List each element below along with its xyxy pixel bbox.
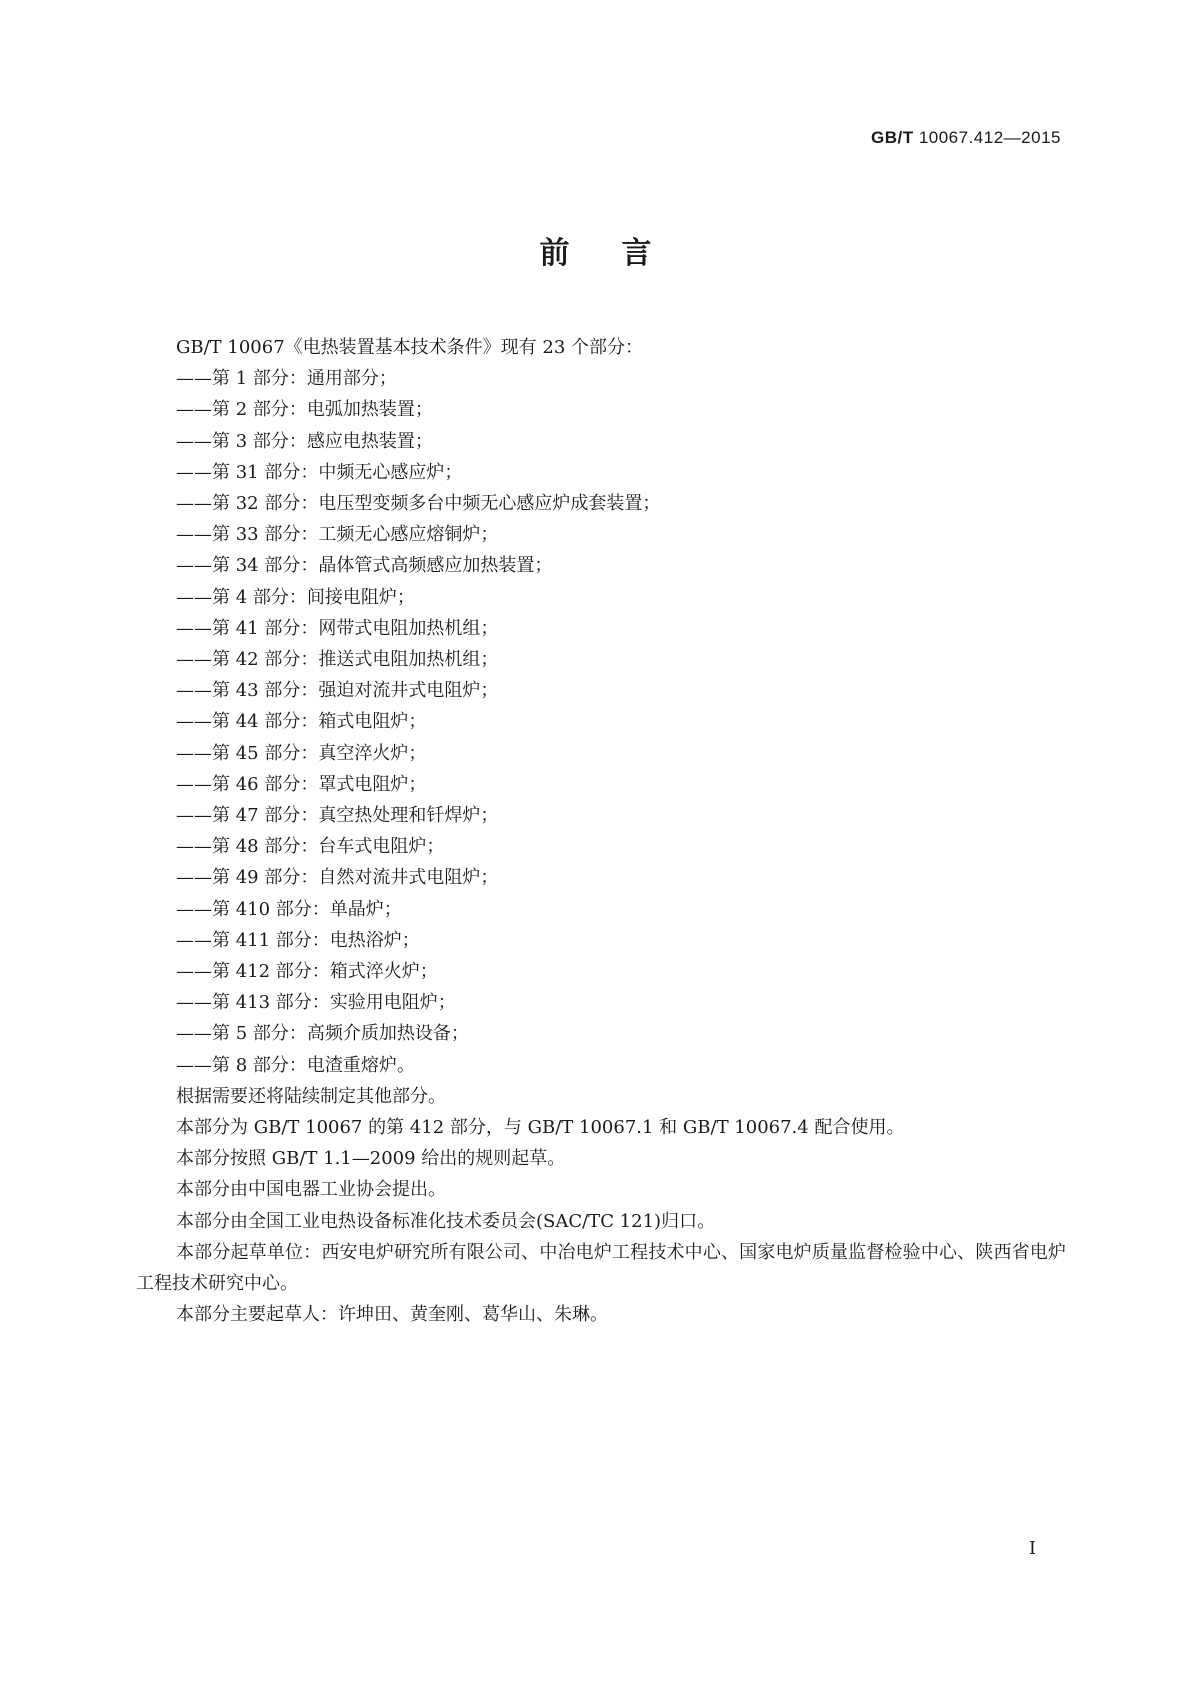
- list-item: ——第 4 部分：间接电阻炉；: [176, 586, 415, 608]
- list-item: ——第 44 部分：箱式电阻炉；: [176, 711, 427, 733]
- list-item: ——第 413 部分：实验用电阻炉；: [176, 992, 456, 1014]
- list-item: ——第 2 部分：电弧加热装置；: [176, 399, 433, 421]
- paragraph-committee: 本部分由全国工业电热设备标准化技术委员会(SAC/TC 121)归口。: [176, 1210, 716, 1232]
- list-item: ——第 43 部分：强迫对流井式电阻炉；: [176, 680, 499, 702]
- paragraph-proposer: 本部分由中国电器工业协会提出。: [176, 1179, 446, 1201]
- standard-number: 10067.412—2015: [918, 128, 1061, 147]
- paragraph-drafting-rules: 本部分按照 GB/T 1.1—2009 给出的规则起草。: [176, 1148, 566, 1170]
- paragraph-drafters: 本部分主要起草人：许坤田、黄奎刚、葛华山、朱琳。: [176, 1304, 608, 1326]
- page-number: I: [1028, 1538, 1036, 1559]
- list-item: ——第 34 部分：晶体管式高频感应加热装置；: [176, 555, 553, 577]
- paragraph-part-scope: 本部分为 GB/T 10067 的第 412 部分，与 GB/T 10067.1 和 GB/T 10067.4 配合使用。: [176, 1117, 905, 1139]
- parts-list: [136, 363, 1066, 1081]
- paragraph-other-parts: 根据需要还将陆续制定其他部分。: [176, 1085, 446, 1107]
- standard-prefix: GB/T: [870, 128, 914, 147]
- list-item: ——第 31 部分：中频无心感应炉；: [176, 461, 463, 483]
- list-item: ——第 42 部分：推送式电阻加热机组；: [176, 649, 499, 671]
- list-item: ——第 412 部分：箱式淬火炉；: [176, 961, 438, 983]
- list-item: ——第 46 部分：罩式电阻炉；: [176, 773, 427, 795]
- list-item: ——第 3 部分：感应电热装置；: [176, 430, 433, 452]
- list-item: ——第 45 部分：真空淬火炉；: [176, 742, 427, 764]
- list-item: ——第 49 部分：自然对流井式电阻炉；: [176, 867, 499, 889]
- list-item: ——第 41 部分：网带式电阻加热机组；: [176, 617, 499, 639]
- list-item: ——第 411 部分：电热浴炉；: [176, 929, 420, 951]
- page-title: 前言: [539, 236, 704, 271]
- standard-code: [871, 128, 1061, 148]
- intro-paragraph: GB/T 10067《电热装置基本技术条件》现有 23 个部分：: [176, 337, 644, 358]
- list-item: ——第 410 部分：单晶炉；: [176, 898, 402, 920]
- list-item: ——第 32 部分：电压型变频多台中频无心感应炉成套装置；: [176, 493, 661, 515]
- list-item: ——第 8 部分：电渣重熔炉。: [176, 1054, 415, 1076]
- list-item: ——第 33 部分：工频无心感应熔铜炉；: [176, 524, 499, 546]
- foreword-body: [136, 332, 1066, 1331]
- list-item: ——第 1 部分：通用部分；: [176, 368, 397, 390]
- list-item: ——第 5 部分：高频介质加热设备；: [176, 1023, 469, 1045]
- list-item: ——第 48 部分：台车式电阻炉；: [176, 836, 445, 858]
- paragraph-drafting-units: 本部分起草单位：西安电炉研究所有限公司、中冶电炉工程技术中心、国家电炉质量监督检验中心、陕西省电炉工程技术研究中心。: [136, 1241, 1066, 1295]
- list-item: ——第 47 部分：真空热处理和钎焊炉；: [176, 805, 499, 827]
